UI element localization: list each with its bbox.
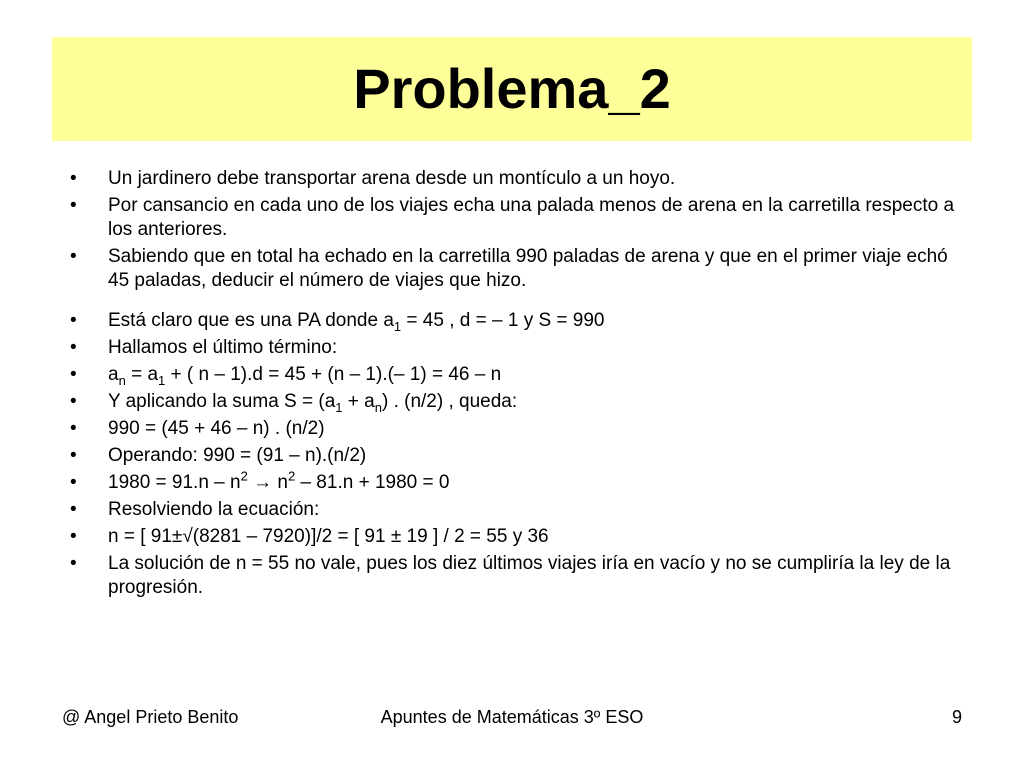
bullet-text: Sabiendo que en total ha echado en la carretilla 990 paladas de arena y que en el primer viaje echó 45 paladas, deducir el número de viajes que hizo.	[108, 246, 948, 291]
bullet-roots	[70, 525, 960, 549]
bullet-marker: •	[70, 310, 77, 331]
bullet-list	[70, 167, 960, 603]
bullet-marker: •	[70, 499, 77, 520]
bullet-substitution	[70, 417, 960, 441]
slide-title: Problema_2	[353, 57, 671, 120]
bullet-marker: •	[70, 391, 77, 412]
bullet-text: Un jardinero debe transportar arena desde un montículo a un hoyo.	[108, 168, 676, 189]
bullet-text: Está claro que es una PA donde $a_1 = 45$ , d = – 1 y S = 990	[108, 310, 605, 334]
bullet-marker: •	[70, 472, 77, 493]
bullet-last-term-intro	[70, 336, 960, 360]
bullet-statement-2	[70, 194, 960, 242]
arrow-right-icon: → n	[247, 472, 288, 493]
bullet-quadratic	[70, 468, 960, 495]
bullet-solving-intro	[70, 498, 960, 522]
bullet-text: $1980 = 91.n - n^2 \to n^2 - 81.n + 1980 = 0$	[108, 468, 450, 493]
bullet-text: Operando: 990 = (91 – n).(n/2)	[108, 445, 367, 466]
bullet-text: Resolviendo la ecuación:	[108, 499, 320, 520]
bullet-conclusion	[70, 552, 960, 600]
bullet-marker: •	[70, 195, 77, 216]
bullet-text: 990 = (45 + 46 – n) . (n/2)	[108, 418, 325, 439]
bullet-text: Por cansancio en cada uno de los viajes echa una palada menos de arena en la carretilla respecto a los anteriores.	[108, 195, 955, 240]
bullet-marker: •	[70, 364, 77, 385]
bullet-statement-3	[70, 245, 960, 293]
bullet-text: La solución de n = 55 no vale, pues los diez últimos viajes iría en vacío y no se cumpliría la ley de la progresión.	[108, 553, 951, 598]
footer-page-number: 9	[951, 707, 962, 727]
footer-course: Apuntes de Matemáticas 3º ESO	[380, 707, 644, 727]
bullet-sum-intro	[70, 390, 960, 414]
bullet-marker: •	[70, 526, 77, 547]
bullet-pa-definition	[70, 309, 960, 333]
bullet-text: Hallamos el último término:	[108, 337, 338, 358]
bullet-an-formula	[70, 363, 960, 387]
footer-author: @ Angel Prieto Benito	[62, 707, 239, 727]
bullet-marker: •	[70, 553, 77, 574]
bullet-marker: •	[70, 337, 77, 358]
bullet-text: $a_n = a_1$ + ( n – 1).d = 45 + (n – 1).(– 1) = 46 – n	[108, 364, 502, 388]
bullet-text: n = [ 91±√(8281 – 7920)]/2 = [ 91 ± 19 ] / 2 = 55 y 36	[108, 526, 549, 547]
bullet-statement-1	[70, 167, 960, 191]
bullet-marker: •	[70, 168, 77, 189]
bullet-text: Y aplicando la suma $S = (a_1 + a_n)$ . (n/2) , queda:	[108, 391, 518, 415]
bullet-marker: •	[70, 418, 77, 439]
bullet-marker: •	[70, 445, 77, 466]
title-band	[52, 37, 972, 141]
bullet-marker: •	[70, 246, 77, 267]
bullet-operating	[70, 444, 960, 468]
